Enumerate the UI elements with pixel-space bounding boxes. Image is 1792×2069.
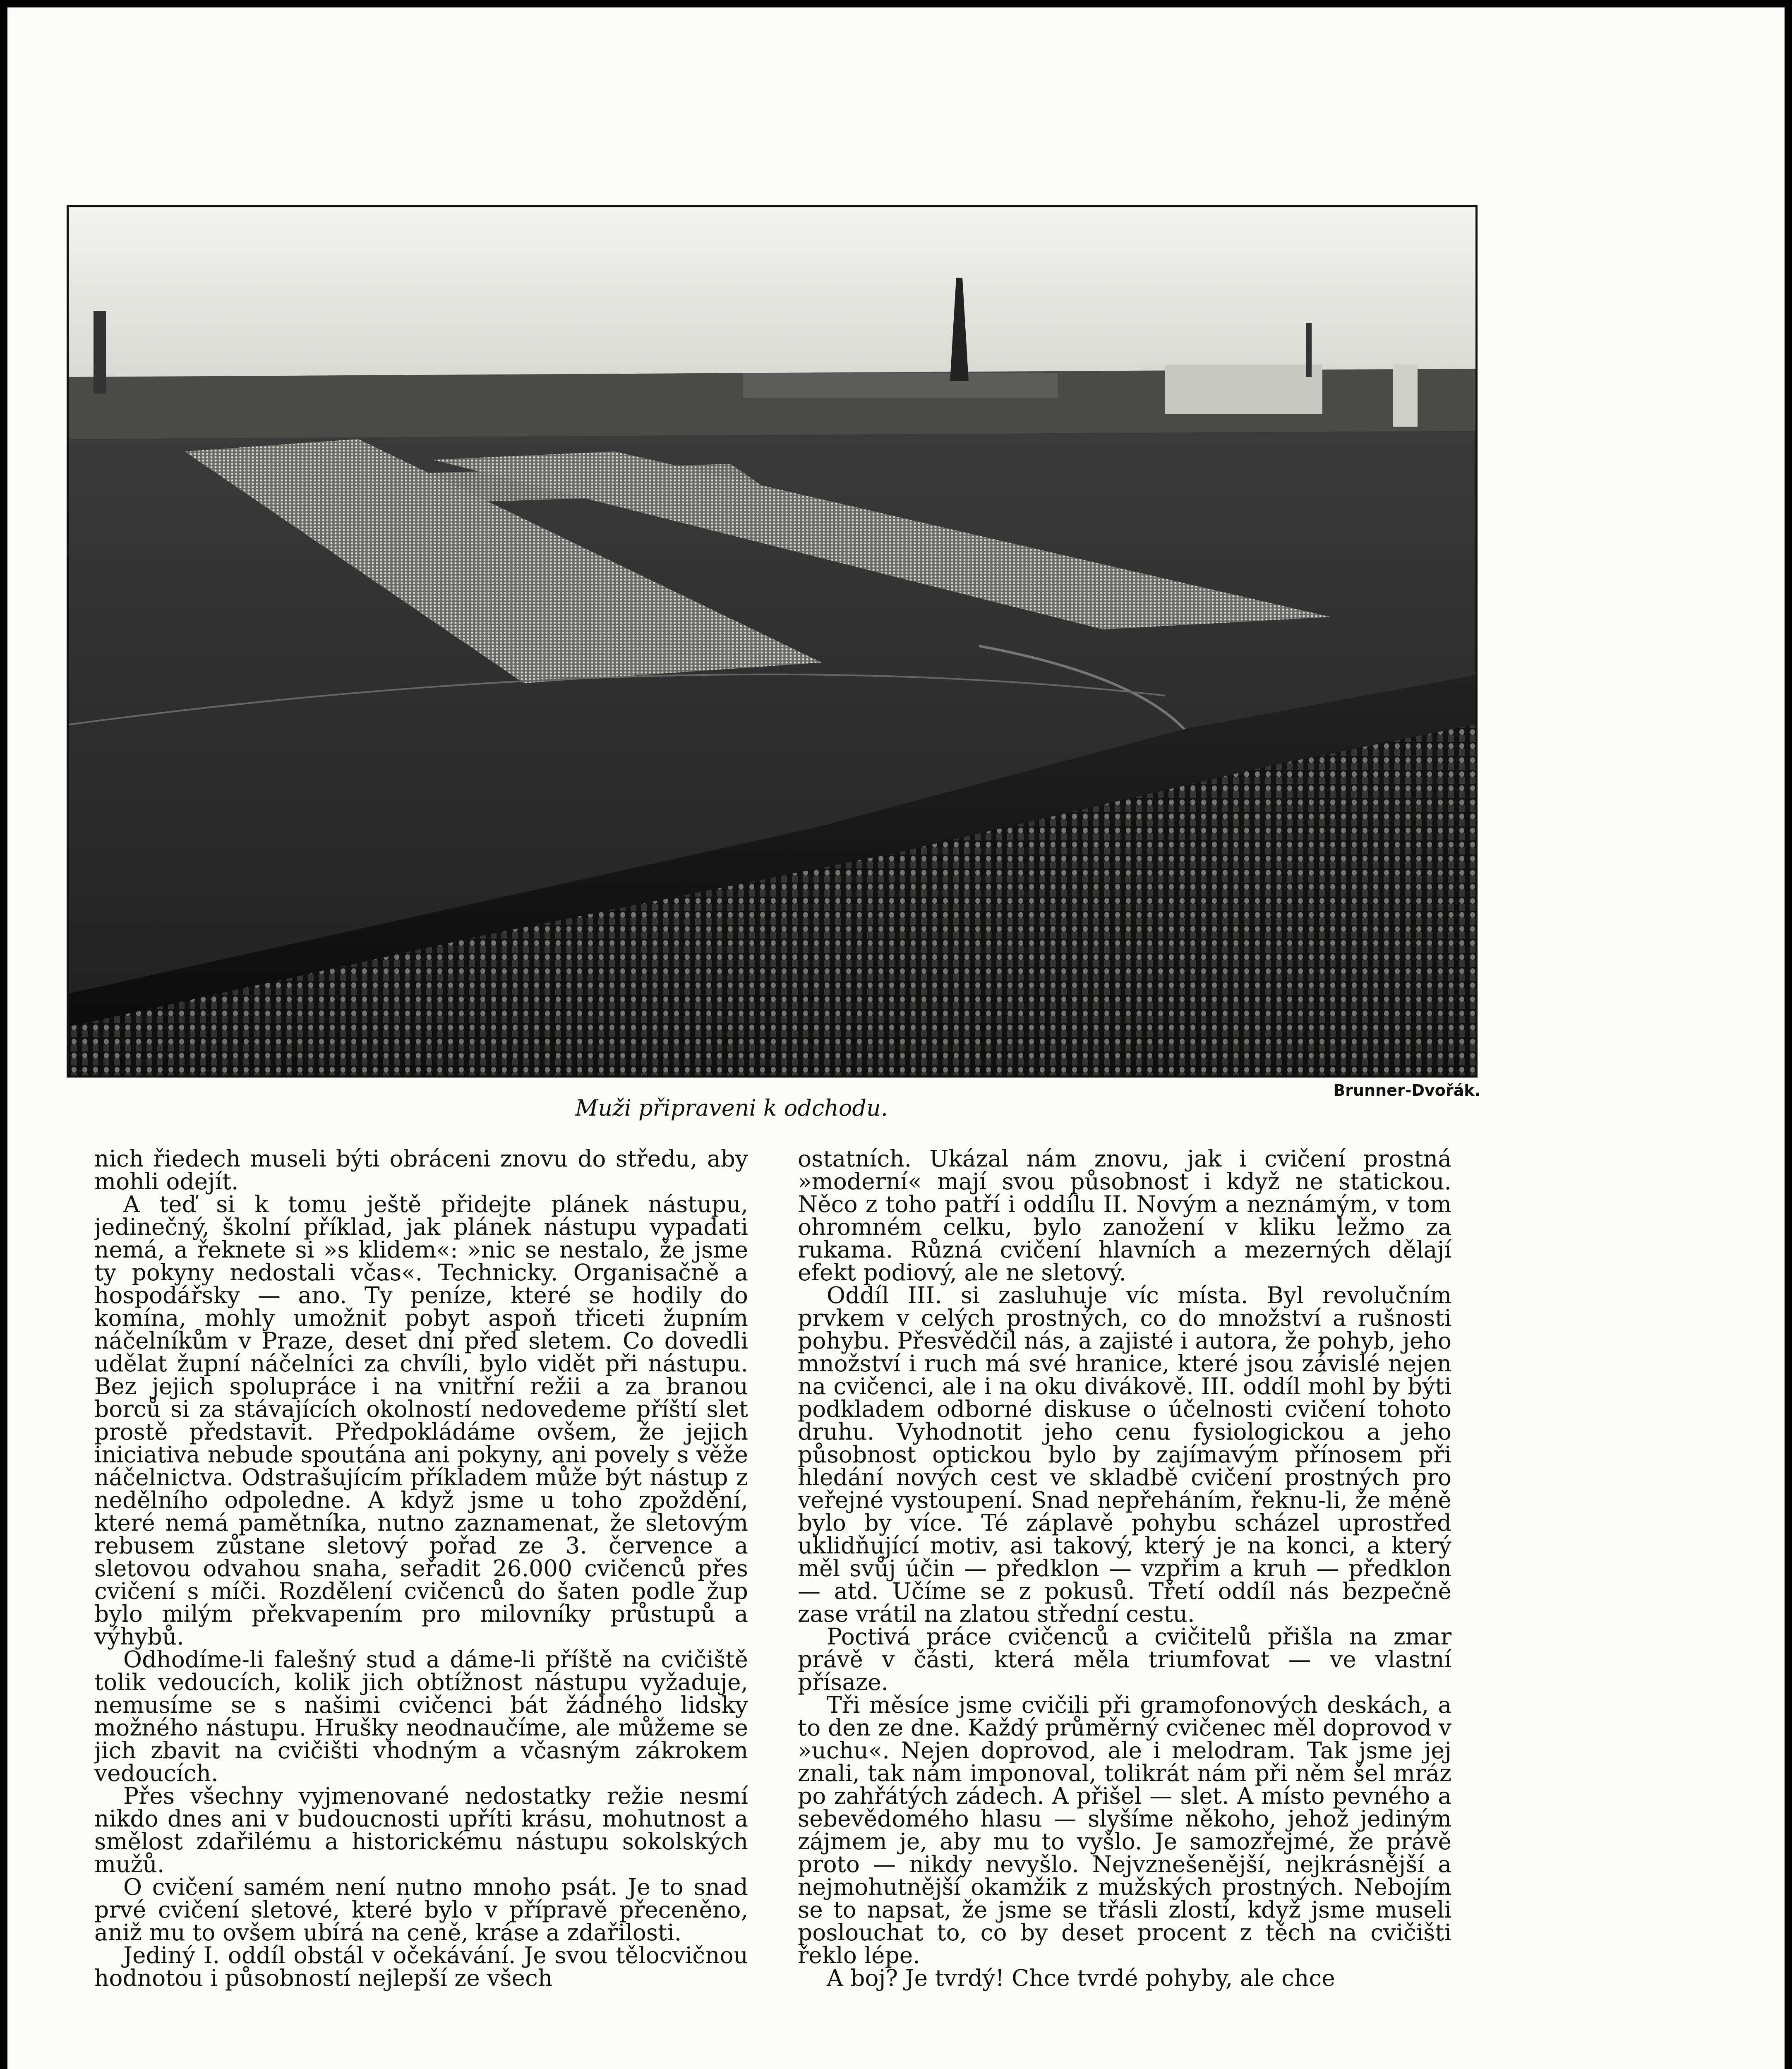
stadium-photo-image bbox=[69, 207, 1475, 1075]
paragraph: Oddíl III. si zasluhuje víc místa. Byl revolučním prvkem v celých prostných, co do množství a rušnosti pohybu. Přesvědčil nás, a zajisté i autora, že pohyb, jeho množství i ruch má své hranice, které jsou závislé nejen na cvičenci, ale i na oku divákově. III. oddíl mohl by býti podkladem odborné diskuse o účelnosti cvičení tohoto druhu. Vyhodnotit jeho cenu fysiologickou a jeho působnost optickou bylo by zajímavým přínosem při hledání nových cest ve skladbě cvičení prostných pro veřejné vystoupení. Snad nepřeháním, řeknu-li, že méně bylo by více. Té záplavě pohybu scházel uprostřed uklidňující motiv, asi takový, který je na konci, a který měl svůj účin — předklon — vzpřim a kruh — předklon — atd. Učíme se z pokusů. Třetí oddíl nás bezpečně zase vrátil na zlatou střední cestu. bbox=[798, 1282, 1451, 1627]
paragraph: O cvičení samém není nutno mnoho psát. Je to snad prvé cvičení sletové, které bylo v přípravě přeceněno, aniž mu to ovšem ubírá na ceně, kráse a zdařilosti. bbox=[94, 1874, 748, 1946]
stadium-photo bbox=[67, 205, 1478, 1078]
left-text-column bbox=[94, 1147, 748, 2069]
paragraph: Poctivá práce cvičenců a cvičitelů přišla na zmar právě v části, která měla triumfovat — ve vlastní přísaze. bbox=[798, 1623, 1451, 1695]
paragraph: nich řiedech museli býti obráceni znovu do středu, aby mohli odejít. bbox=[94, 1147, 748, 1195]
right-text-column bbox=[798, 1147, 1451, 2069]
paragraph: Přes všechny vyjmenované nedostatky režie nesmí nikdo dnes ani v budoucnosti upříti krásu, mohutnost a smělost zdařilému a historickému nástupu sokolských mužů. bbox=[94, 1783, 748, 1877]
paragraph: Tři měsíce jsme cvičili při gramofonových deskách, a to den ze dne. Každý průměrný cvičenec měl doprovod v »uchu«. Nejen doprovod, ale i melodram. Tak jsme jej znali, tak nám imponoval, tolikrát nám při něm šel mráz po zahřátých zádech. A přišel — slet. A místo pevného a sebevědomého hlasu — slyšíme někoho, jehož jediným zájmem je, aby mu to vyšlo. Je samozřejmé, že právě proto — nikdy nevyšlo. Nejvznešenější, nejkrásnější a nejmohutnější okamžik z mužských prostných. Nebojím se to napsat, že jsme se třásli zlostí, když jsme museli poslouchat to, co by deset procent z těch na cvičišti řeklo lépe. bbox=[798, 1692, 1451, 1968]
photo-caption: Muži připraveni k odchodu. bbox=[575, 1095, 888, 1121]
paragraph: Odhodíme-li falešný stud a dáme-li příště na cvičiště tolik vedoucích, kolik jich obtížnost nástupu vyžaduje, nemusíme se s našimi cvičenci bát žádného lidsky možného nástupu. Hrušky neodnaučíme, ale můžeme se jich zbavit na cvičišti vhodným a včasným zákrokem vedoucích. bbox=[94, 1646, 748, 1786]
paragraph: ostatních. Ukázal nám znovu, jak i cvičení prostná »moderní« mají svou působnost i když ne statickou. Něco z toho patří i oddílu II. Novým a neznámým, v tom ohromném celku, bylo zanožení v kliku ležmo za rukama. Různá cvičení hlavních a mezerných dělají efekt podiový, ale ne sletový. bbox=[798, 1147, 1451, 1286]
paragraph: Jediný I. oddíl obstál v očekávání. Je svou tělocvičnou hodnotou i působností nejlepší ze všech bbox=[94, 1942, 748, 1991]
photo-credit: Brunner-Dvořák. bbox=[1333, 1081, 1480, 1099]
document-page bbox=[7, 7, 1785, 2069]
paragraph: A teď si k tomu ještě přidejte plánek nástupu, jedinečný, školní příklad, jak plánek nástupu vypadati nemá, a řeknete si »s klidem«: »nic se nestalo, že jsme ty pokyny nedostali včas«. Technicky. Organisačně a hospodářsky — ano. Ty peníze, které se hodily do komína, mohly umožnit pobyt aspoň třiceti župním náčelníkům v Praze, deset dní před sletem. Co dovedli udělat župní náčelníci za chvíli, bylo vidět při nástupu. Bez jejich spolupráce i na vnitřní režii a za branou borců si za stávajících okolností nedovedeme příští slet prostě představit. Předpokládáme ovšem, že jejich iniciativa nebude spoutána ani pokyny, ani povely s věže náčelnictva. Odstrašujícím příkladem může být nástup z nedělního odpoledne. A když jsme u toho zpoždění, které nemá pamětníka, nutno zaznamenat, že sletovým rebusem zůstane sletový pořad ze 3. července a sletovou odvahou snaha, seřadit 26.000 cvičenců přes cvičení s míči. Rozdělení cvičenců do šaten podle žup bylo milým překvapením pro milovníky průstupů a výhybů. bbox=[94, 1191, 748, 1650]
paragraph: A boj? Je tvrdý! Chce tvrdé pohyby, ale chce bbox=[827, 1965, 1335, 1991]
